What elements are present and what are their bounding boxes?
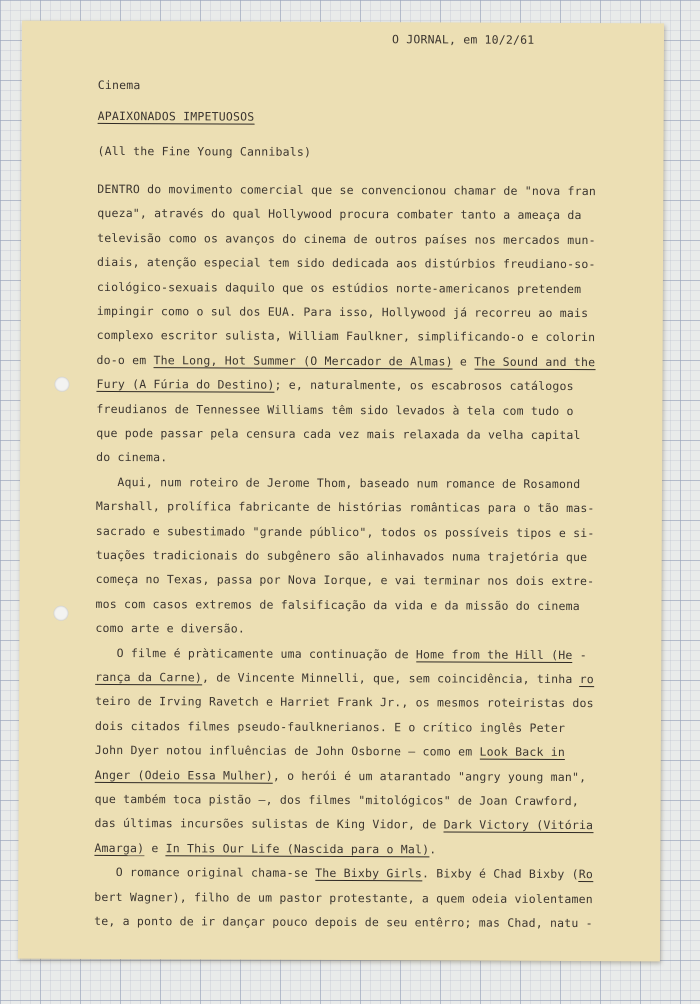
article-title: APAIXONADOS IMPETUOSOS: [97, 108, 255, 124]
original-title: (All the Fine Young Cannibals): [97, 143, 312, 159]
text-line: [94, 865, 593, 881]
text-line: [95, 646, 587, 662]
punch-hole: [53, 606, 68, 621]
text-line: [97, 328, 596, 344]
text-line: [97, 206, 581, 222]
text-line: [97, 255, 596, 271]
text-segment: freudianos de Tennessee Williams têm sido levados à tela com tudo o: [96, 401, 574, 418]
text-segment: tuações tradicionais do subgênero são alinhavados numa trajetória que: [95, 547, 588, 565]
text-segment: diais, atenção especial tem sido dedicada aos distúrbios freudiano-so-: [96, 255, 596, 272]
text-line: [97, 182, 596, 198]
text-segment: te, a ponto de ir dançar pouco depois de seu entêrro; mas Chad, natu -: [94, 913, 593, 931]
section-label: Cinema: [97, 77, 141, 93]
text-segment: . Bixby é Chad Bixby (: [422, 866, 579, 882]
text-segment: que também toca pistão —, dos filmes "mitológicos" de Joan Crawford,: [94, 791, 580, 809]
text-segment: das últimas incursões sulistas de King Vidor, de: [94, 816, 444, 832]
typed-text: [22, 21, 596, 931]
text-line: [95, 816, 594, 832]
film-title: ro: [579, 672, 594, 687]
film-title: Ro: [578, 867, 594, 882]
text-line: [95, 792, 579, 808]
text-line: [96, 450, 167, 464]
text-segment: DENTRO do movimento comercial que se convencionou chamar de "nova fran: [97, 181, 596, 199]
text-segment: Marshall, prolífica fabricante de histórias românticas para o tão mas-: [95, 499, 595, 516]
text-line: [96, 524, 595, 540]
film-title: Home from the Hill (He: [415, 646, 573, 662]
film-title: The Sound and the: [474, 354, 596, 369]
title-line: [98, 109, 255, 124]
text-line: [97, 304, 589, 320]
text-segment: -: [572, 647, 587, 662]
text-segment: .: [429, 842, 437, 857]
text-segment: do cinema.: [96, 450, 168, 465]
text-segment: sacrado e subestimado "grande público", todos os possíveis tipos e si-: [95, 523, 595, 540]
text-segment: , de Vincente Minnelli, que, sem coincidência, tinha: [202, 670, 580, 687]
text-segment: bert Wagner), filho de um pastor protestante, a quem odeia violentamen: [94, 889, 593, 906]
text-segment: complexo escritor sulista, William Faulkner, simplificando-o e colorin: [96, 328, 596, 345]
punch-hole: [54, 377, 69, 392]
film-title: Dark Victory (Vitória: [443, 817, 594, 833]
text-segment: mos com casos extremos de falsificação da vida e da missão do cinema: [95, 596, 580, 613]
text-line: [96, 377, 573, 393]
text-segment: John Dyer notou influências de John Osborne — como em: [94, 743, 480, 759]
text-segment: Aqui, num roteiro de Jerome Thom, baseado num romance de Rosamond: [96, 474, 581, 491]
text-line: [97, 353, 596, 369]
text-segment: , o herói é um atarantado "angry young man",: [272, 768, 587, 784]
date-line: O JORNAL, em 10/2/61: [391, 32, 535, 47]
typed-page: [18, 21, 664, 962]
text-line: [96, 426, 580, 442]
text-line: [94, 841, 436, 856]
text-line: [95, 743, 565, 759]
text-segment: ciológico-sexuais daquilo que os estúdios norte-americanos pretendem: [96, 279, 582, 296]
text-line: [97, 231, 596, 247]
text-segment: do-o em: [96, 352, 154, 367]
film-title: In This Our Life (Nascida para o Mal): [165, 841, 430, 857]
text-segment: televisão como os avanços do cinema de outros países nos mercados mun-: [97, 230, 596, 247]
text-segment: O romance original chama-se: [94, 865, 316, 881]
film-title: The Long, Hot Summer (O Mercador de Almas): [153, 352, 453, 369]
film-title: The Bixby Girls: [315, 866, 423, 881]
text-segment: queza", através do qual Hollywood procura combater tanto a ameaça da: [97, 206, 582, 223]
text-line: [97, 280, 581, 296]
film-title: Anger (Odeio Essa Mulher): [94, 767, 273, 783]
text-line: [94, 914, 593, 930]
text-segment: impingir como o sul dos EUA. Para isso, Hollywood já recorreu ao mais: [96, 303, 589, 321]
text-line: [95, 768, 587, 784]
text-line: [94, 890, 593, 906]
text-segment: que pode passar pela censura cada vez mais relaxada da velha capital: [96, 425, 581, 443]
text-segment: dois citados filmes pseudo-faulknerianos. E o crítico inglês Peter: [94, 718, 566, 735]
film-title: Look Back in: [479, 744, 566, 760]
text-line: [96, 548, 588, 564]
text-line: [96, 572, 595, 588]
film-title: Fury (A Fúria do Destino): [96, 377, 275, 392]
text-line: [95, 719, 565, 735]
film-title: Amarga): [94, 840, 145, 855]
text-line: [96, 402, 573, 418]
text-segment: como arte e diversão.: [95, 621, 246, 636]
text-segment: teiro de Irving Ravetch e Harriet Frank Jr., os mesmos roteiristas dos: [95, 694, 594, 711]
text-segment: e: [144, 840, 166, 856]
text-segment: começa no Texas, passa por Nova Iorque, e vai terminar nos dois extre-: [95, 572, 595, 589]
film-title: rança da Carne): [95, 669, 203, 685]
text-line: [95, 621, 245, 636]
text-segment: e: [452, 354, 475, 369]
text-line: [96, 475, 580, 491]
text-line: [95, 670, 594, 686]
text-line: [95, 597, 579, 613]
text-line: [95, 694, 594, 710]
text-segment: O filme é pràticamente uma continuação de: [95, 645, 416, 661]
text-line: [96, 499, 595, 515]
text-segment: ; e, naturalmente, os escabrosos catálogos: [274, 377, 574, 394]
